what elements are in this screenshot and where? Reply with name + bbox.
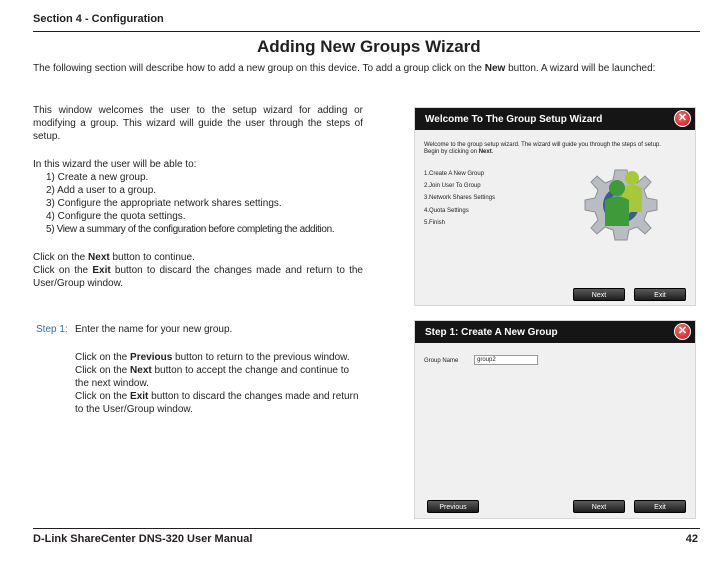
previous-instruction bbox=[75, 351, 365, 364]
list-intro: In this wizard the user will be able to: bbox=[33, 159, 197, 170]
wizard-titlebar bbox=[415, 108, 695, 130]
welcome-wizard-window bbox=[414, 107, 696, 306]
wizard-title: Step 1: Create A New Group bbox=[425, 327, 558, 338]
step-exit-instruction bbox=[75, 390, 365, 416]
top-rule bbox=[33, 31, 700, 32]
intro-bold: New bbox=[484, 63, 506, 74]
group-gear-icon bbox=[575, 160, 665, 250]
step-text: Enter the name for your new group. bbox=[75, 324, 233, 335]
wizard-title: Welcome To The Group Setup Wizard bbox=[425, 114, 603, 125]
step-next-instruction bbox=[75, 364, 365, 390]
wizard-titlebar bbox=[415, 321, 695, 343]
step-next-before: Click on the bbox=[75, 365, 131, 376]
wizard-step-item: 2.Join User To Group bbox=[424, 183, 481, 189]
exit-button[interactable]: Exit bbox=[634, 500, 686, 513]
intro-text bbox=[33, 63, 703, 74]
step-exit-bold: Exit bbox=[130, 391, 149, 402]
wizard-step-item: 4.Quota Settings bbox=[424, 208, 469, 214]
step-description bbox=[75, 351, 365, 416]
create-group-wizard-window bbox=[414, 320, 696, 519]
next-button[interactable]: Next bbox=[573, 500, 625, 513]
wizard-step-item: 3.Network Shares Settings bbox=[424, 195, 496, 201]
group-name-input[interactable]: group2 bbox=[474, 355, 538, 365]
intro-before: The following section will describe how to add a new group on this device. To add a group click on the bbox=[33, 63, 485, 74]
step-exit-after: button to discard the changes made and return to the User/Group window. bbox=[75, 391, 359, 415]
exit-before: Click on the bbox=[33, 265, 93, 276]
wizard-step-item: 5.Finish bbox=[424, 220, 446, 226]
wizard-capabilities-list bbox=[33, 171, 334, 236]
next-bold: Next bbox=[88, 252, 110, 263]
list-item: 4) Configure the quota settings. bbox=[46, 211, 186, 222]
page-number: 42 bbox=[685, 533, 698, 545]
page-title-text: Adding New Groups Wizard bbox=[257, 37, 481, 56]
close-icon[interactable]: ✕ bbox=[674, 323, 691, 340]
list-item: 2) Add a user to a group. bbox=[46, 185, 157, 196]
exit-bold: Exit bbox=[92, 265, 111, 276]
list-item: 1) Create a new group. bbox=[46, 172, 149, 183]
wt2-bold: Next bbox=[478, 149, 492, 155]
welcome-paragraph: This window welcomes the user to the setup wizard for adding or modifying a group. This wizard will guide the user through the steps of setup. bbox=[33, 105, 363, 142]
welcome-text-1: Welcome to the group setup wizard. The wizard will guide you through the steps of setup. bbox=[424, 142, 661, 148]
prev-after: button to return to the previous window. bbox=[172, 352, 350, 363]
next-instruction bbox=[33, 251, 363, 264]
next-button[interactable]: Next bbox=[573, 288, 625, 301]
next-before: Click on the bbox=[33, 252, 89, 263]
wt2-before: Begin by clicking on bbox=[424, 149, 479, 155]
step-next-after: button to accept the change and continue to the next window. bbox=[75, 365, 350, 389]
wt2-after: . bbox=[491, 149, 494, 155]
exit-after: button to discard the changes made and return to the User/Group window. bbox=[33, 265, 363, 289]
step-next-bold: Next bbox=[130, 365, 152, 376]
previous-button[interactable]: Previous bbox=[427, 500, 479, 513]
prev-before: Click on the bbox=[75, 352, 131, 363]
welcome-text-2 bbox=[424, 148, 493, 156]
wizard-step-item: 1.Create A New Group bbox=[424, 171, 485, 177]
exit-instruction bbox=[33, 264, 363, 290]
group-name-label: Group Name bbox=[424, 358, 459, 364]
step-label: Step 1: bbox=[36, 324, 68, 335]
list-item: 5) View a summary of the configuration before completing the addition. bbox=[46, 224, 335, 235]
bottom-rule bbox=[33, 528, 700, 529]
step-exit-before: Click on the bbox=[75, 391, 131, 402]
footer-manual: D-Link ShareCenter DNS-320 User Manual bbox=[33, 533, 253, 545]
intro-after: button. A wizard will be launched: bbox=[505, 63, 656, 74]
exit-button[interactable]: Exit bbox=[634, 288, 686, 301]
section-header: Section 4 - Configuration bbox=[33, 13, 164, 25]
close-icon[interactable]: ✕ bbox=[674, 110, 691, 127]
list-item: 3) Configure the appropriate network shares settings. bbox=[46, 198, 282, 209]
next-after: button to continue. bbox=[109, 252, 195, 263]
prev-bold: Previous bbox=[130, 352, 173, 363]
